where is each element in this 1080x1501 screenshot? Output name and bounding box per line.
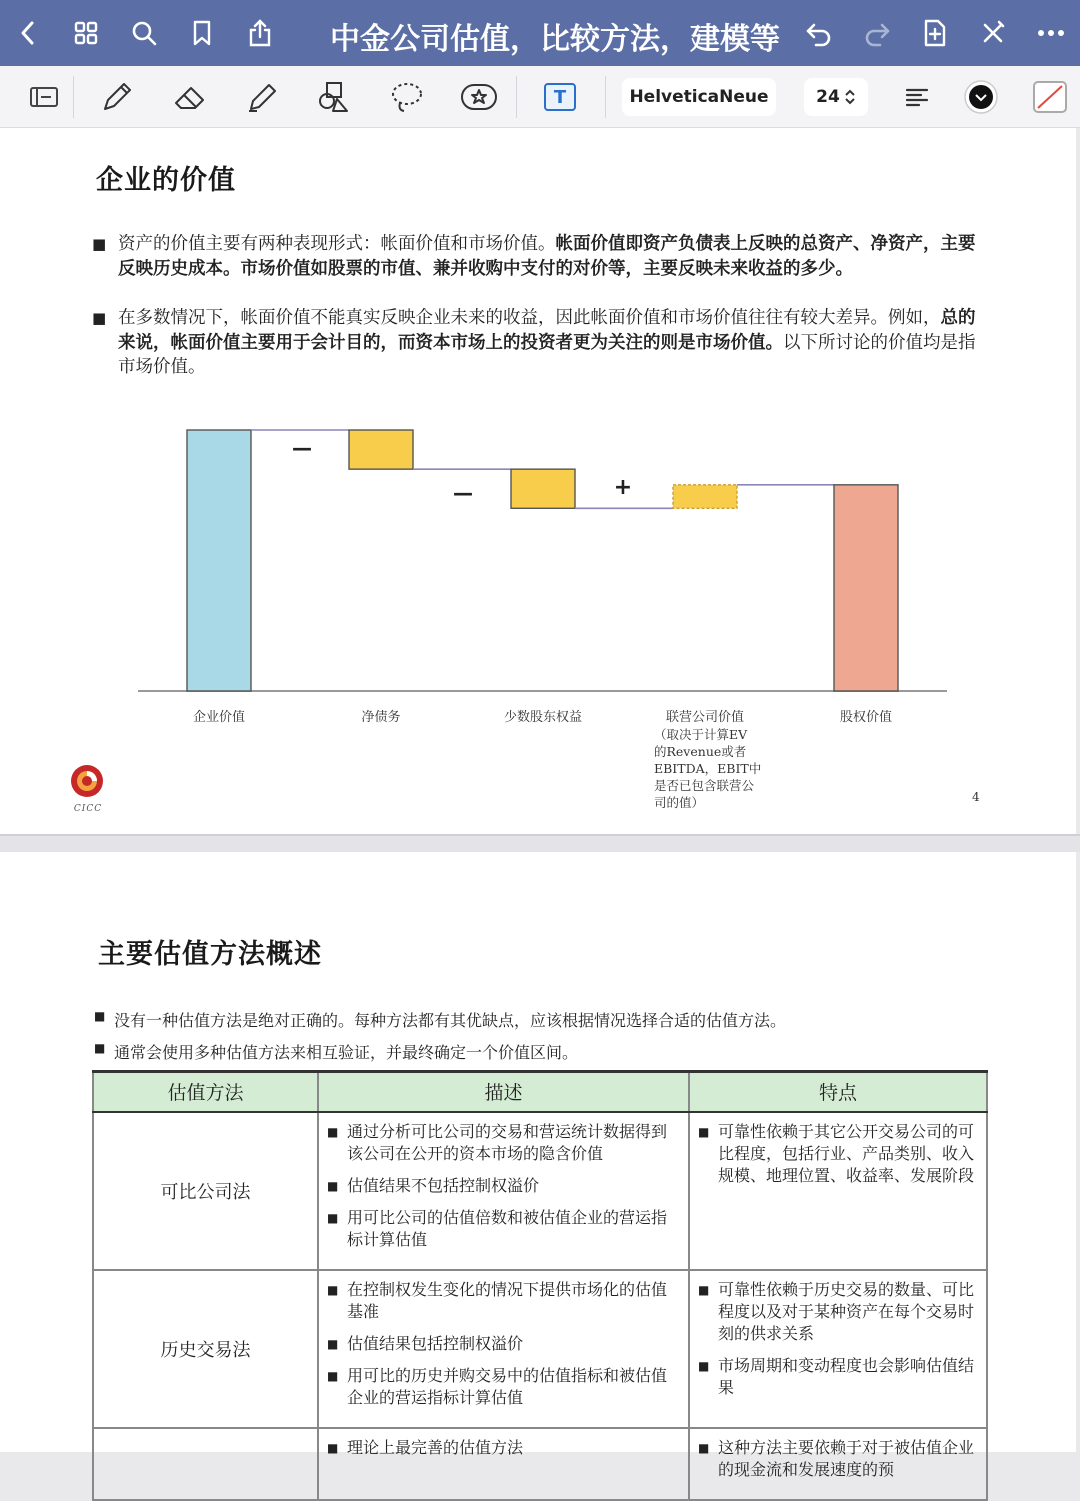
text-align-icon[interactable] [895, 76, 939, 118]
operator-2: — [292, 436, 312, 460]
font-family-selector[interactable]: HelveticaNeue [622, 78, 776, 116]
share-icon[interactable] [244, 17, 276, 49]
bullet-2-text: 在多数情况下，帐面价值不能真实反映企业未来的收益，因此帐面价值和市场价值往往有较大差异。例如， [118, 308, 941, 328]
search-icon[interactable] [128, 17, 160, 49]
list-item: ■ 用可比的历史并购交易中的估值指标和被估值企业的营运指标计算估值 [327, 1365, 680, 1409]
table-row [93, 1428, 987, 1500]
lasso-icon[interactable] [385, 76, 429, 118]
bullet-2-bold-text: 总的来说，帐面价值主要用于会计目的，而资本市场上的投资者更为关注的则是市场价值。 [118, 308, 976, 353]
list-item: ■ 理论上最完善的估值方法 [327, 1437, 680, 1459]
page-2-bullet-1: ■ 没有一种估值方法是绝对正确的。每种方法都有其优缺点，应该根据情况选择合适的估值方法。 [94, 1008, 786, 1031]
list-item: ■ 通过分析可比公司的交易和营运统计数据得到该公司在公开的资本市场的隐含价值 [327, 1121, 680, 1165]
method-name-cell: 历史交易法 [93, 1270, 318, 1428]
page-2-bullet-2: ■ 通常会使用多种估值方法来相互验证，并最终确定一个价值区间。 [94, 1040, 578, 1063]
list-item: ■ 可靠性依赖于历史交易的数量、可比程度以及对于某种资产在每个交易时刻的供求关系 [698, 1279, 978, 1345]
x-tick-label-2: 净债务 [361, 710, 401, 725]
list-item: ■ 这种方法主要依赖于对于被估值企业的现金流和发展速度的预 [698, 1437, 978, 1481]
document-page-1 [0, 128, 1076, 834]
header-method: 估值方法 [93, 1072, 318, 1112]
back-icon[interactable] [12, 17, 44, 49]
note-line-3: EBITDA，EBIT中 [654, 761, 762, 776]
waterfall-chart [0, 128, 1076, 834]
list-item: ■ 用可比公司的估值倍数和被估值企业的营运指标计算估值 [327, 1207, 680, 1251]
valuation-methods-table [92, 1070, 988, 1501]
list-item: ■ 市场周期和变动程度也会影响估值结果 [698, 1355, 978, 1399]
operator-3: — [453, 481, 473, 505]
note-line-1: （取决于计算EV [654, 727, 748, 742]
color-picker-button[interactable] [959, 76, 1003, 118]
waterfall-bar-1 [187, 430, 251, 691]
x-tick-label-1: 企业价值 [192, 710, 245, 725]
x-tick-label-5: 股权价值 [839, 710, 892, 725]
traits-cell [689, 1270, 987, 1428]
bullet-2-trailing-text: 以下所讨论的价值均是指市场价值。 [118, 332, 976, 377]
page-title: 企业的价值 [96, 165, 236, 196]
bullet-1-text: 资产的价值主要有两种表现形式：帐面价值和市场价值。 [118, 234, 556, 254]
redo-icon[interactable] [861, 17, 893, 49]
cicc-logo [68, 764, 108, 814]
description-cell [318, 1270, 689, 1428]
note-line-2: 的Revenue或者 [654, 744, 747, 759]
list-item: ■ 估值结果包括控制权溢价 [327, 1333, 680, 1355]
undo-icon[interactable] [803, 17, 835, 49]
font-size-value: 24 [816, 87, 840, 107]
close-tools-icon[interactable] [977, 17, 1009, 49]
header-traits: 特点 [689, 1072, 987, 1112]
bookmark-icon[interactable] [186, 17, 218, 49]
fill-none-icon[interactable] [1028, 76, 1072, 118]
associate-note [654, 726, 784, 811]
traits-cell [689, 1428, 987, 1500]
grid-icon[interactable] [70, 17, 102, 49]
method-name-cell [93, 1428, 318, 1500]
read-mode-icon[interactable] [22, 76, 66, 118]
list-item: ■ 在控制权发生变化的情况下提供市场化的估值基准 [327, 1279, 680, 1323]
highlighter-icon[interactable] [240, 76, 284, 118]
list-item: ■ 可靠性依赖于其它公开交易公司的可比程度，包括行业、产品类别、收入规模、地理位置、收益率、发展阶段 [698, 1121, 978, 1187]
page-2-title: 主要估值方法概述 [98, 939, 322, 970]
nav-bar [0, 0, 1080, 66]
waterfall-bar-5 [834, 485, 898, 691]
text-tool-label: T [544, 83, 576, 111]
page-divider [0, 834, 1080, 852]
document-page-2 [0, 852, 1076, 1479]
table-row [93, 1270, 987, 1428]
x-tick-label-4: 联营公司价值 [665, 710, 744, 725]
add-page-icon[interactable] [919, 17, 951, 49]
method-name-cell: 可比公司法 [93, 1112, 318, 1270]
traits-cell [689, 1112, 987, 1270]
note-line-4: 是否已包含联营公 [654, 778, 755, 793]
waterfall-bar-2 [349, 430, 413, 469]
shapes-icon[interactable] [312, 76, 356, 118]
list-item: ■ 估值结果不包括控制权溢价 [327, 1175, 680, 1197]
note-line-5: 司的值） [654, 795, 705, 810]
font-size-selector[interactable] [804, 78, 868, 116]
x-tick-label-3: 少数股东权益 [503, 710, 582, 725]
annotation-toolbar [0, 66, 1080, 128]
logo-text: CICC [73, 804, 103, 814]
cicc-logo-icon [68, 764, 106, 798]
stepper-icon [844, 88, 856, 106]
more-icon[interactable] [1035, 17, 1067, 49]
pen-icon[interactable] [95, 76, 139, 118]
description-cell [318, 1428, 689, 1500]
waterfall-bar-3 [511, 469, 575, 508]
bullet-1-bold-text: 帐面价值即资产负债表上反映的总资产、净资产，主要反映历史成本。市场价值如股票的市值、兼并收购中支付的对价等，主要反映未来收益的多少。 [118, 234, 976, 279]
table-header-row [93, 1072, 987, 1112]
operator-4: + [613, 475, 633, 500]
text-tool-icon[interactable] [538, 76, 582, 118]
page-number: 4 [972, 790, 980, 804]
header-description: 描述 [318, 1072, 689, 1112]
description-cell [318, 1112, 689, 1270]
document-title: 中金公司估值，比较方法，建模等 [330, 22, 780, 57]
table-row [93, 1112, 987, 1270]
eraser-icon[interactable] [168, 76, 212, 118]
waterfall-bar-4 [673, 485, 737, 508]
sticker-icon[interactable] [457, 76, 501, 118]
